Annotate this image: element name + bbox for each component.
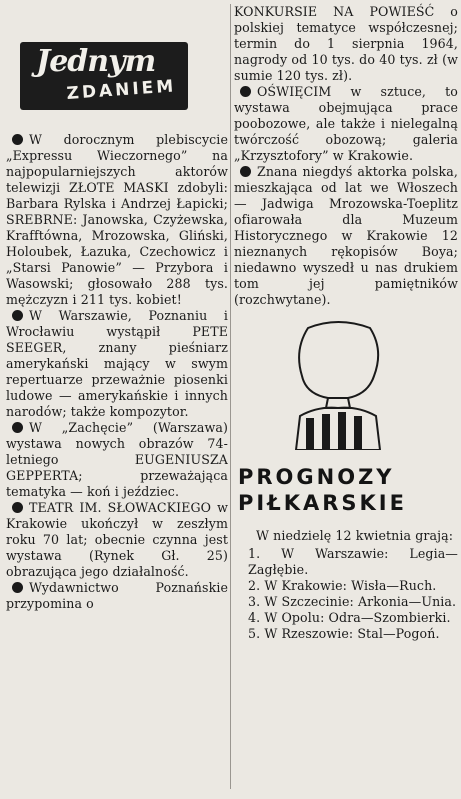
- prognozy-intro: W niedzielę 12 kwietnia grają:: [256, 528, 454, 543]
- prognozy-title: PROGNOZY PIŁKARSKIE: [238, 465, 407, 515]
- logo-word-zdaniem: ZDANIEM: [66, 76, 177, 104]
- bullet-icon: [12, 134, 23, 145]
- news-item: TEATR IM. SŁOWACKIEGO w Krakowie ukończył w zeszłym roku 70 lat; obecnie czynna jest wystawa (Rynek Gł. 25) obrazująca jego działalność.: [6, 500, 228, 579]
- news-item: Wydawnictwo Poznańskie przypomina o: [6, 580, 228, 611]
- column-divider: [230, 4, 231, 789]
- news-item: Znana niegdyś aktorka polska, mieszkająca od lat we Włoszech — Jadwiga Mrozowska-Toeplitz ofiarowała dla Muzeum Historycznego w Krakowie 12 nieznanych rękopisów Boya; niedawno wyszedł u nas drukiem tom jej pamiętników (rozchwytane).: [234, 164, 458, 307]
- match-item: 4. W Opolu: Odra—Szombierki.: [248, 610, 451, 625]
- bullet-icon: [240, 166, 251, 177]
- bullet-icon: [12, 502, 23, 513]
- news-item: OŚWIĘCIM w sztuce, to wystawa obejmująca prace poobozowe, ale także i nielegalną twórczość obozową; galeria „Krzysztofory” w Krakowie.: [234, 84, 458, 163]
- news-item: W „Zachęcie” (Warszawa) wystawa nowych obrazów 74-letniego EUGENIUSZA GEPPERTA; przeważająca tematyka — koń i jeździec.: [6, 420, 228, 499]
- news-item: W dorocznym plebiscycie „Expressu Wieczornego” na najpopularniejszych aktorów telewizji ZŁOTE MASKI zdobyli: Barbara Rylska i Andrzej Łapicki; SREBRNE: Janowska, Czyżewska, Krafftówna, Mrozowska, Gliński, Holoubek, Łazuka, Czechowicz i „Starsi Panowie” — Przybora i Wasowski; głosowało 288 tys. mężczyzn i 211 tys. kobiet!: [6, 132, 228, 307]
- match-item: 1. W Warszawie: Legia—Zagłębie.: [248, 546, 458, 577]
- prognozy-list: [234, 528, 458, 642]
- right-column: [234, 0, 458, 642]
- section-logo: [20, 42, 188, 110]
- logo-word-jednym: Jednym: [36, 44, 156, 79]
- bullet-icon: [12, 422, 23, 433]
- match-item: 2. W Krakowie: Wisła—Ruch.: [248, 578, 437, 593]
- bullet-icon: [12, 310, 23, 321]
- news-item: W Warszawie, Poznaniu i Wrocławiu wystąpił PETE SEEGER, znany pieśniarz amerykański mający w swym repertuarze przeważnie piosenki ludowe — amerykańskie i innych narodów; także kompozytor.: [6, 308, 228, 419]
- match-item: 3. W Szczecinie: Arkonia—Unia.: [248, 594, 457, 609]
- match-item: 5. W Rzeszowie: Stal—Pogoń.: [248, 626, 440, 641]
- bullet-icon: [12, 582, 23, 593]
- football-player-illustration: [288, 320, 388, 450]
- bullet-icon: [240, 86, 251, 97]
- news-item-continuation: KONKURSIE NA POWIEŚĆ o polskiej tematyce współczesnej; termin do 1 sierpnia 1964, nagrody od 10 tys. do 40 tys. zł (w sumie 120 tys. zł).: [234, 4, 458, 83]
- left-column: [6, 0, 228, 612]
